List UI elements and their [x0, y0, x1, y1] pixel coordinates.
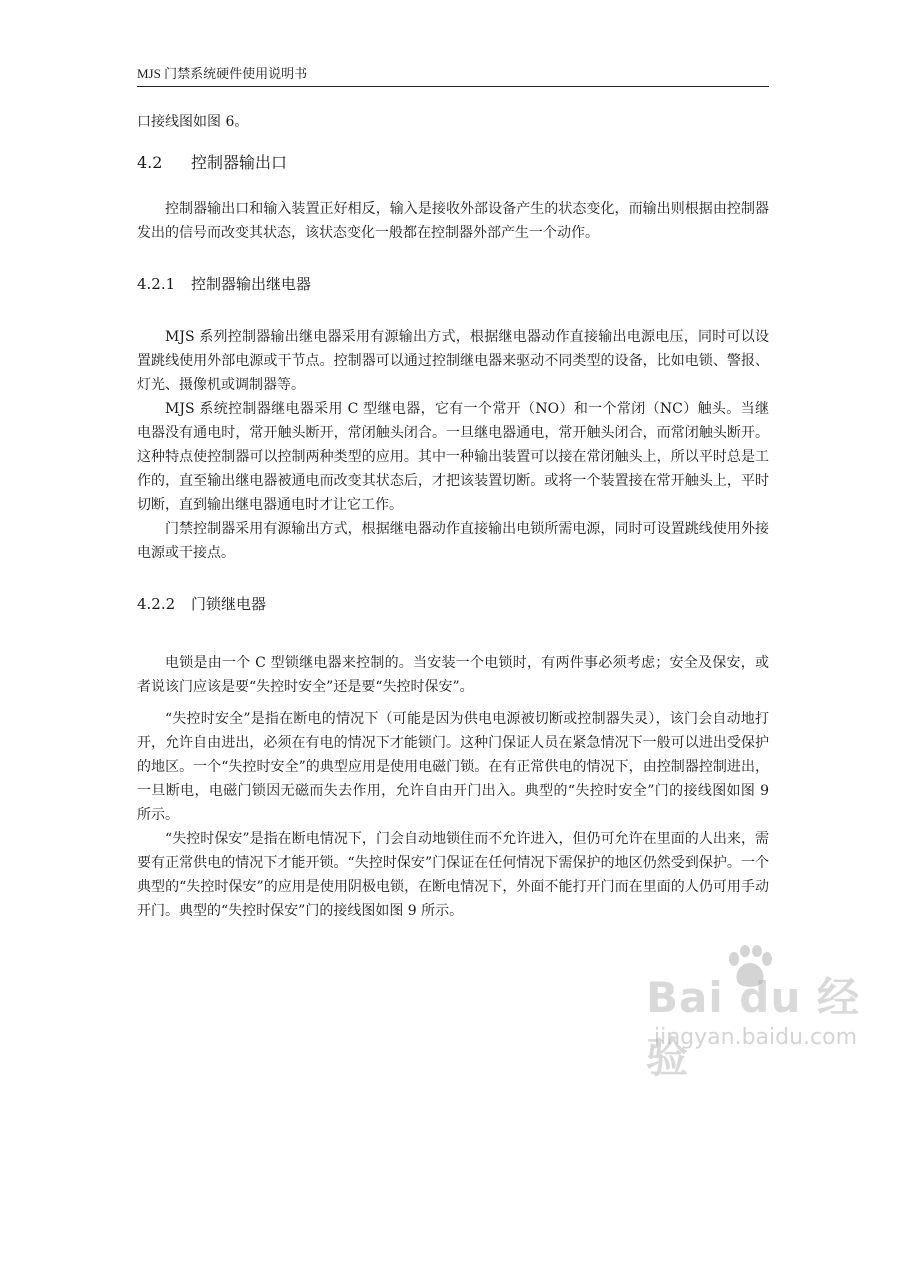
section-4-2-heading — [137, 152, 769, 174]
section-number: 4.2 — [137, 153, 163, 172]
section-number: 4.2.1 — [137, 275, 176, 293]
baidu-watermark — [640, 945, 880, 1082]
paragraph: “失控时保安”是指在断电情况下，门会自动地锁住而不允许进入，但仍可允许在里面的人出来，需要有正常供电的情况下才能开锁。“失控时保安”门保证在任何情况下需保护的地区仍然受到保护。一个典型的“失控时保安”的应用是使用阴极电锁，在断电情况下，外面不能打开门而在里面的人仍可用手动开门。典型的“失控时保安”门的接线图如图 9 所示。 — [137, 831, 769, 919]
section-title: 控制器输出继电器 — [191, 275, 312, 293]
watermark-brand: Bai du 经验 — [646, 973, 860, 1082]
paragraph: MJS 系统控制器继电器采用 C 型继电器，它有一个常开（NO）和一个常闭（NC）触头。当继电器没有通电时，常开触头断开，常闭触头闭合。一旦继电器通电，常开触头闭合，而常闭触头断开。这种特点使控制器可以控制两种类型的应用。其中一种输出装置可以接在常闭触头上，所以平时总是工作的，直至输出继电器被通电而改变其状态后，才把该装置切断。或将一个装置接在常开触头上，平时切断，直到输出继电器通电时才让它工作。 — [137, 401, 769, 513]
section-4-2-1-body — [137, 325, 769, 565]
paragraph: 控制器输出口和输入装置正好相反，输入是接收外部设备产生的状态变化，而输出则根据由控制器发出的信号而改变其状态，该状态变化一般都在控制器外部产生一个动作。 — [137, 201, 769, 241]
page-header — [137, 66, 769, 87]
watermark-url: jingyan.baidu.com — [654, 1025, 858, 1050]
section-4-2-2-heading — [137, 593, 769, 615]
section-4-2-1-heading — [137, 273, 769, 295]
top-fragment-block — [137, 110, 769, 134]
section-4-2-body — [137, 197, 769, 245]
paragraph: “失控时安全”是指在断电的情况下（可能是因为供电电源被切断或控制器失灵），该门会自动地打开，允许自由进出，必须在有电的情况下才能锁门。这种门保证人员在紧急情况下一般可以进出受保护的地区。一个“失控时安全”的典型应用是使用电磁门锁。在有正常供电的情况下，由控制器控制进出，一旦断电，电磁门锁因无磁而失去作用，允许自由开门出入。典型的“失控时安全”门的接线图如图 9 所示。 — [137, 711, 769, 823]
header-title: MJS 门禁系统硬件使用说明书 — [137, 66, 308, 81]
paragraph: MJS 系列控制器输出继电器采用有源输出方式，根据继电器动作直接输出电源电压，同时可以设置跳线使用外部电源或干节点。控制器可以通过控制继电器来驱动不同类型的设备，比如电锁、警报、灯光、摄像机或调制器等。 — [137, 329, 769, 393]
section-4-2-2-body — [137, 651, 769, 923]
top-fragment: 口接线图如图 6。 — [137, 114, 249, 130]
paragraph: 电锁是由一个 C 型锁继电器来控制的。当安装一个电锁时，有两件事必须考虑；安全及保安，或者说该门应该是要“失控时安全”还是要“失控时保安”。 — [137, 655, 769, 695]
section-number: 4.2.2 — [137, 595, 176, 613]
section-title: 控制器输出口 — [191, 153, 288, 172]
paragraph: 门禁控制器采用有源输出方式，根据继电器动作直接输出电锁所需电源，同时可设置跳线使用外接电源或干接点。 — [137, 521, 769, 561]
section-title: 门锁继电器 — [191, 595, 267, 613]
